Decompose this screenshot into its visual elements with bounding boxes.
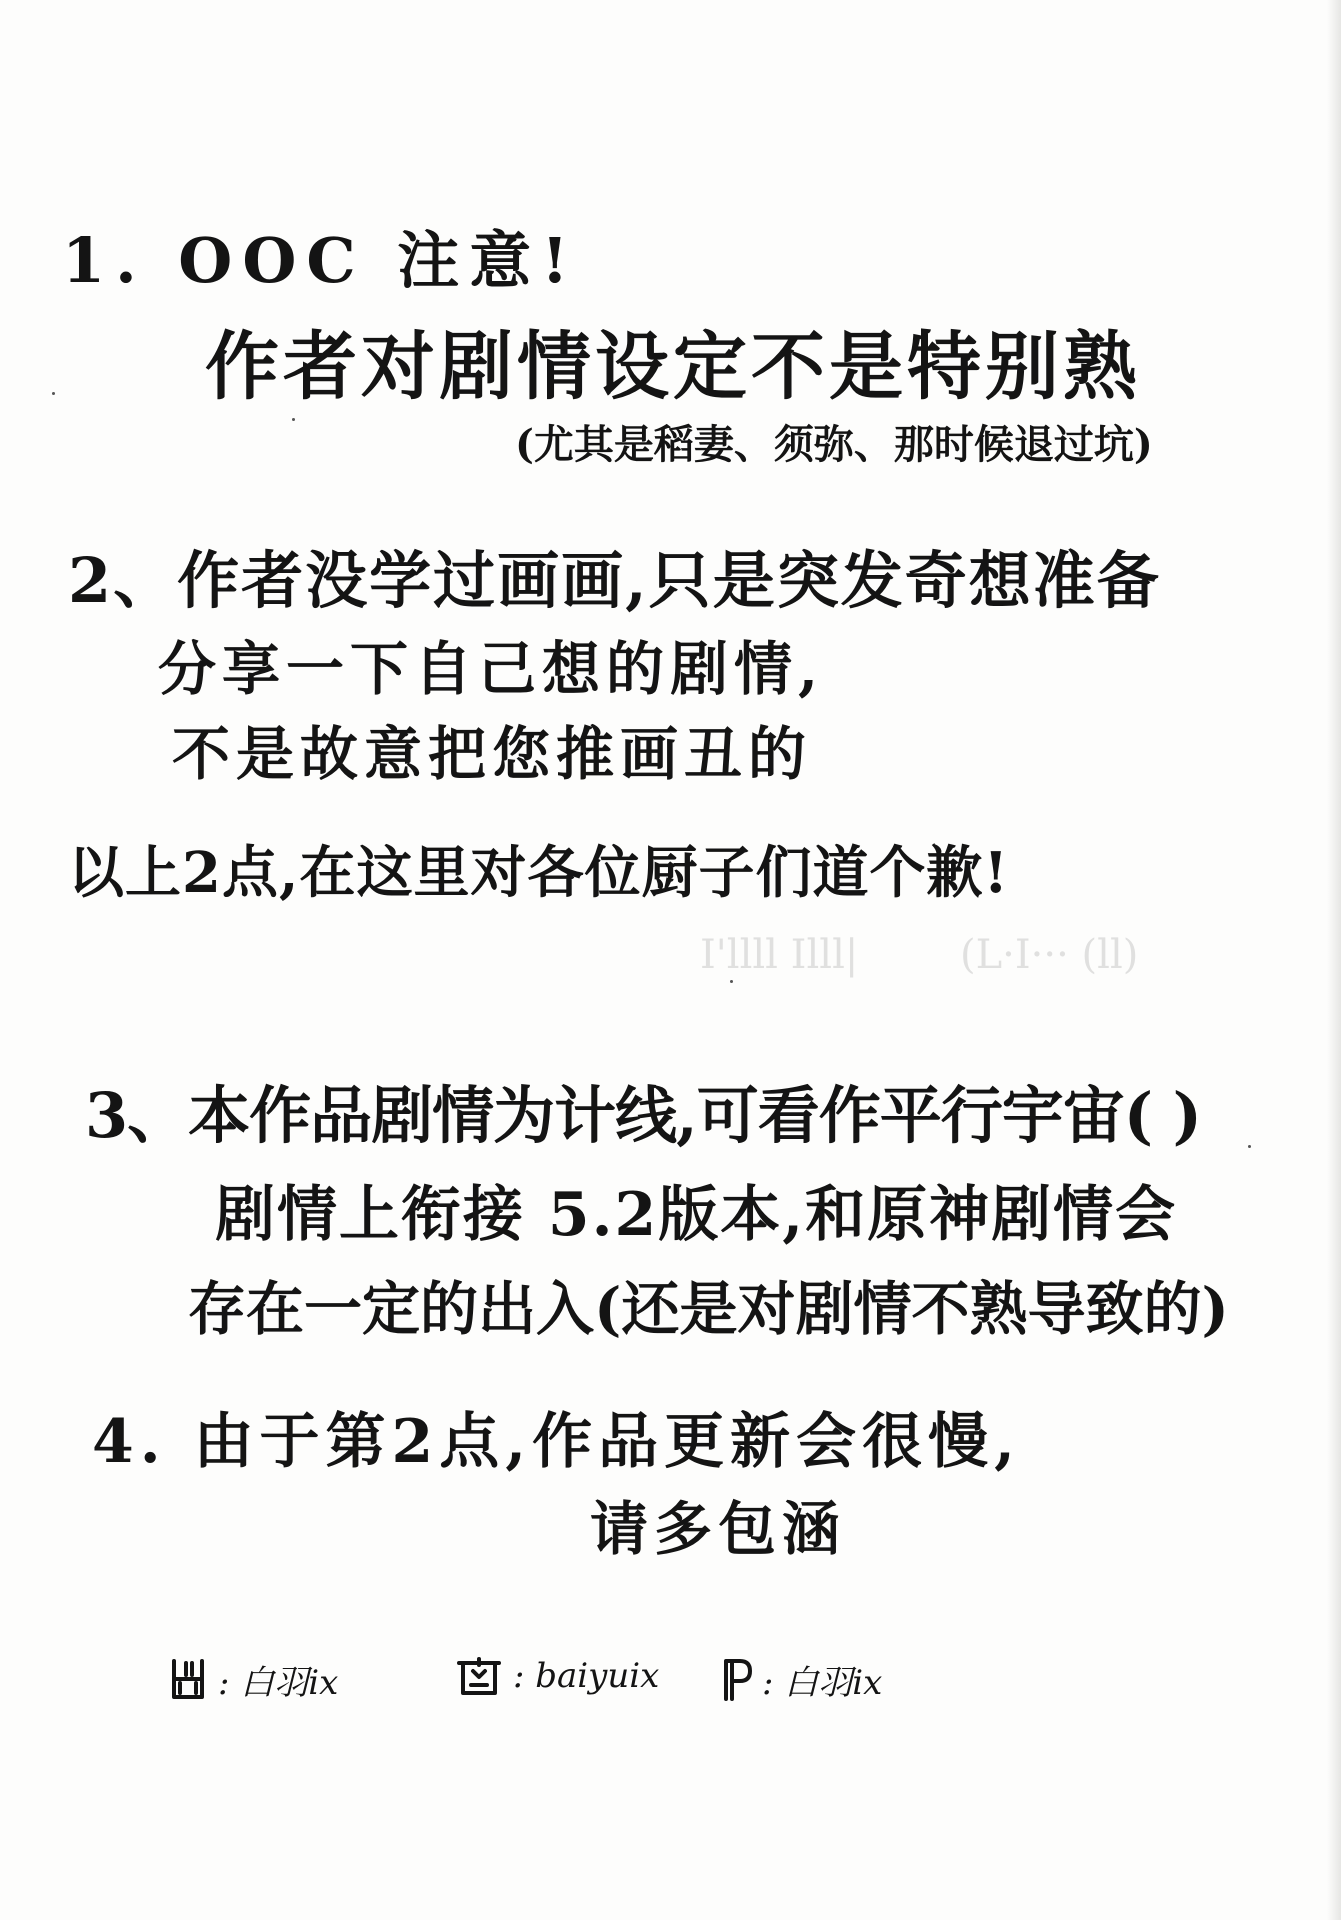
ink-speck (52, 392, 55, 395)
footer-douyin (455, 1655, 659, 1697)
pixiv-handle: : 白羽ix (762, 1663, 883, 1703)
note-4-line-2: 请多包涵 (590, 1495, 847, 1563)
note-3-line-2: 剧情上衔接 5.2版本,和原神剧情会 (215, 1180, 1178, 1250)
ink-speck (730, 980, 733, 983)
ink-speck (292, 418, 295, 421)
note-1-title: 1. OOC 注意! (62, 224, 579, 297)
note-4-line-1: 4. 由于第2点,作品更新会很慢, (92, 1407, 1022, 1477)
bleed-through-mark: I'llll Illl| (700, 932, 859, 978)
weibo-handle: : 白羽ix (218, 1663, 339, 1703)
weibo-icon (168, 1657, 208, 1703)
note-3-line-3: 存在一定的出入(还是对剧情不熟导致的) (188, 1275, 1229, 1343)
ink-speck (1248, 1145, 1251, 1148)
note-2-line-3: 不是故意把您推画丑的 (172, 720, 813, 788)
pixiv-icon (720, 1657, 752, 1703)
page-edge-shadow (1327, 0, 1341, 1920)
douyin-icon (455, 1655, 503, 1697)
note-2-line-2: 分享一下自己想的剧情, (158, 635, 825, 703)
footer-pixiv (720, 1655, 882, 1704)
apology-line: 以上2点,在这里对各位厨子们道个歉! (68, 840, 1010, 906)
footer-weibo (168, 1655, 338, 1704)
note-1-line-1: 作者对剧情设定不是特别熟 (205, 324, 1141, 410)
bleed-through-mark: (L·I··· (ll) (960, 932, 1139, 978)
note-3-line-1: 3、本作品剧情为计线,可看作平行宇宙( ) (85, 1079, 1201, 1152)
note-1-line-2: (尤其是稻妻、须弥、那时候退过坑) (515, 421, 1153, 468)
douyin-handle: : baiyuix (513, 1656, 660, 1696)
note-2-line-1: 2、作者没学过画画,只是突发奇想准备 (68, 544, 1161, 617)
